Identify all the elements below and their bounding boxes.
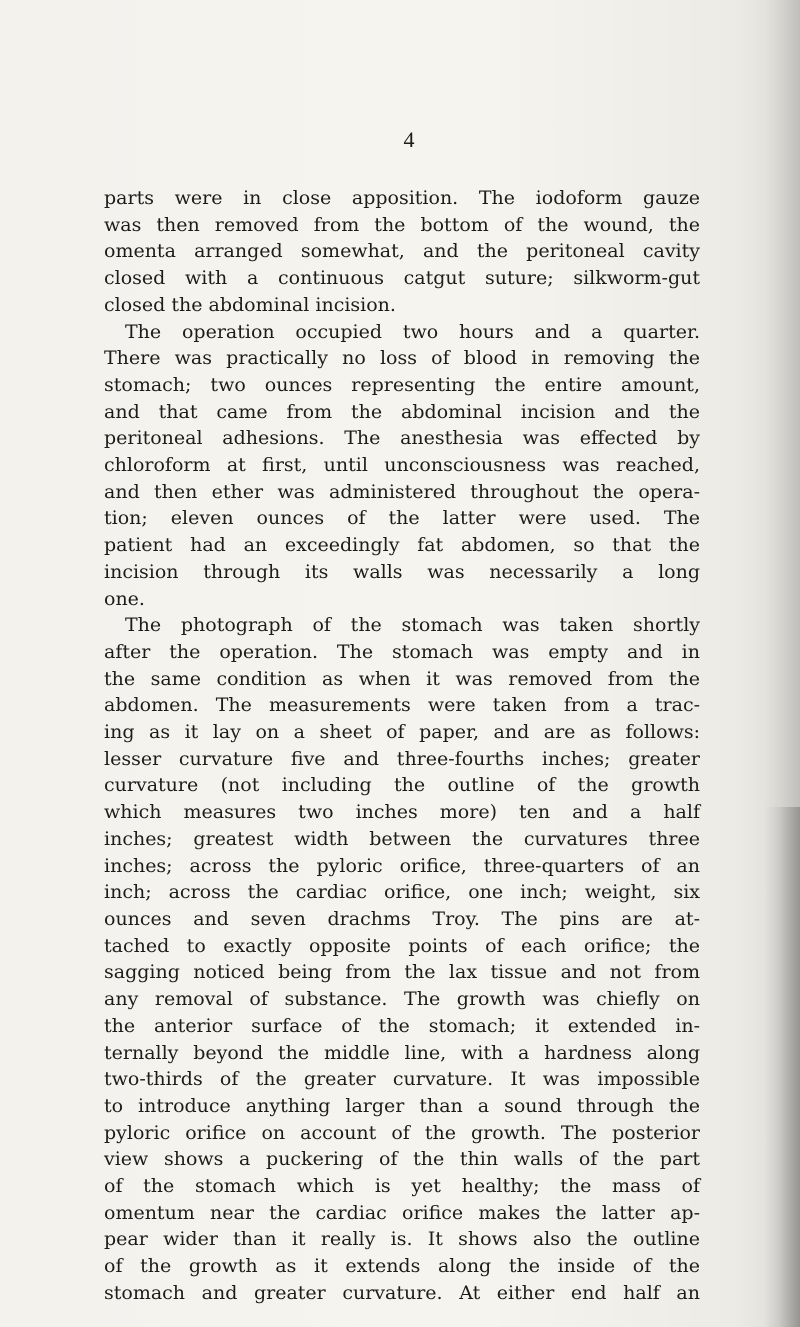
text-line: of the stomach which is yet healthy; the mass of bbox=[104, 1175, 700, 1198]
text-line: abdomen. The measurements were taken from a trac- bbox=[104, 694, 700, 717]
page-edge-shadow-bottom bbox=[764, 807, 800, 1327]
text-line: patient had an exceedingly fat abdomen, so that the bbox=[104, 534, 700, 557]
text-line: peritoneal adhesions. The anesthesia was effected by bbox=[104, 427, 700, 450]
text-line: tached to exactly opposite points of each orifice; the bbox=[104, 934, 700, 957]
text-line: the same condition as when it was removed from the bbox=[104, 667, 700, 690]
text-line: was then removed from the bottom of the wound, the bbox=[104, 213, 700, 236]
text-line: and then ether was administered throughout the opera- bbox=[104, 480, 700, 503]
text-line: of the growth as it extends along the inside of the bbox=[104, 1255, 700, 1278]
text-line: curvature (not including the outline of the growth bbox=[104, 774, 700, 797]
text-line: pear wider than it really is. It shows also the outline bbox=[104, 1228, 700, 1251]
text-line: to introduce anything larger than a sound through the bbox=[104, 1094, 700, 1117]
text-line: There was practically no loss of blood in removing the bbox=[104, 347, 700, 370]
text-line: ternally beyond the middle line, with a hardness along bbox=[104, 1041, 700, 1064]
body-text bbox=[104, 185, 700, 1307]
text-line: stomach and greater curvature. At either end half an bbox=[104, 1281, 700, 1304]
text-line: The operation occupied two hours and a quarter. bbox=[125, 320, 700, 343]
text-line: chloroform at first, until unconsciousness was reached, bbox=[104, 454, 700, 477]
text-line: and that came from the abdominal incision and the bbox=[104, 400, 700, 423]
text-line: stomach; two ounces representing the entire amount, bbox=[104, 373, 700, 396]
text-line: two-thirds of the greater curvature. It was impossible bbox=[104, 1068, 700, 1091]
text-line: after the operation. The stomach was empty and in bbox=[104, 640, 700, 663]
text-line: inches; greatest width between the curvatures three bbox=[104, 827, 700, 850]
text-line: any removal of substance. The growth was chiefly on bbox=[104, 988, 700, 1011]
text-line: which measures two inches more) ten and a half bbox=[104, 801, 700, 824]
text-line: view shows a puckering of the thin walls of the part bbox=[104, 1148, 700, 1171]
text-line: inches; across the pyloric orifice, three-quarters of an bbox=[104, 854, 700, 877]
text-line: sagging noticed being from the lax tissue and not from bbox=[104, 961, 700, 984]
text-line: The photograph of the stomach was taken shortly bbox=[125, 614, 700, 637]
text-line: parts were in close apposition. The iodoform gauze bbox=[104, 187, 700, 209]
page-number: 4 bbox=[403, 127, 415, 152]
text-line: tion; eleven ounces of the latter were used. The bbox=[104, 507, 700, 530]
text-line: omenta arranged somewhat, and the peritoneal cavity bbox=[104, 240, 700, 263]
text-line: lesser curvature five and three-fourths inches; greater bbox=[104, 747, 700, 770]
text-line: pyloric orifice on account of the growth. The posterior bbox=[104, 1121, 700, 1144]
text-line: omentum near the cardiac orifice makes the latter ap- bbox=[104, 1201, 700, 1224]
text-line: ing as it lay on a sheet of paper, and are as follows: bbox=[104, 721, 700, 744]
text-line: closed the abdominal incision. bbox=[104, 293, 396, 316]
text-line: closed with a continuous catgut suture; silkworm-gut bbox=[104, 267, 700, 290]
text-line: the anterior surface of the stomach; it extended in- bbox=[104, 1014, 700, 1037]
text-line: incision through its walls was necessarily a long bbox=[104, 560, 700, 583]
text-line: ounces and seven drachms Troy. The pins are at- bbox=[104, 907, 700, 930]
text-line: inch; across the cardiac orifice, one inch; weight, six bbox=[104, 881, 700, 904]
text-line: one. bbox=[104, 587, 145, 610]
